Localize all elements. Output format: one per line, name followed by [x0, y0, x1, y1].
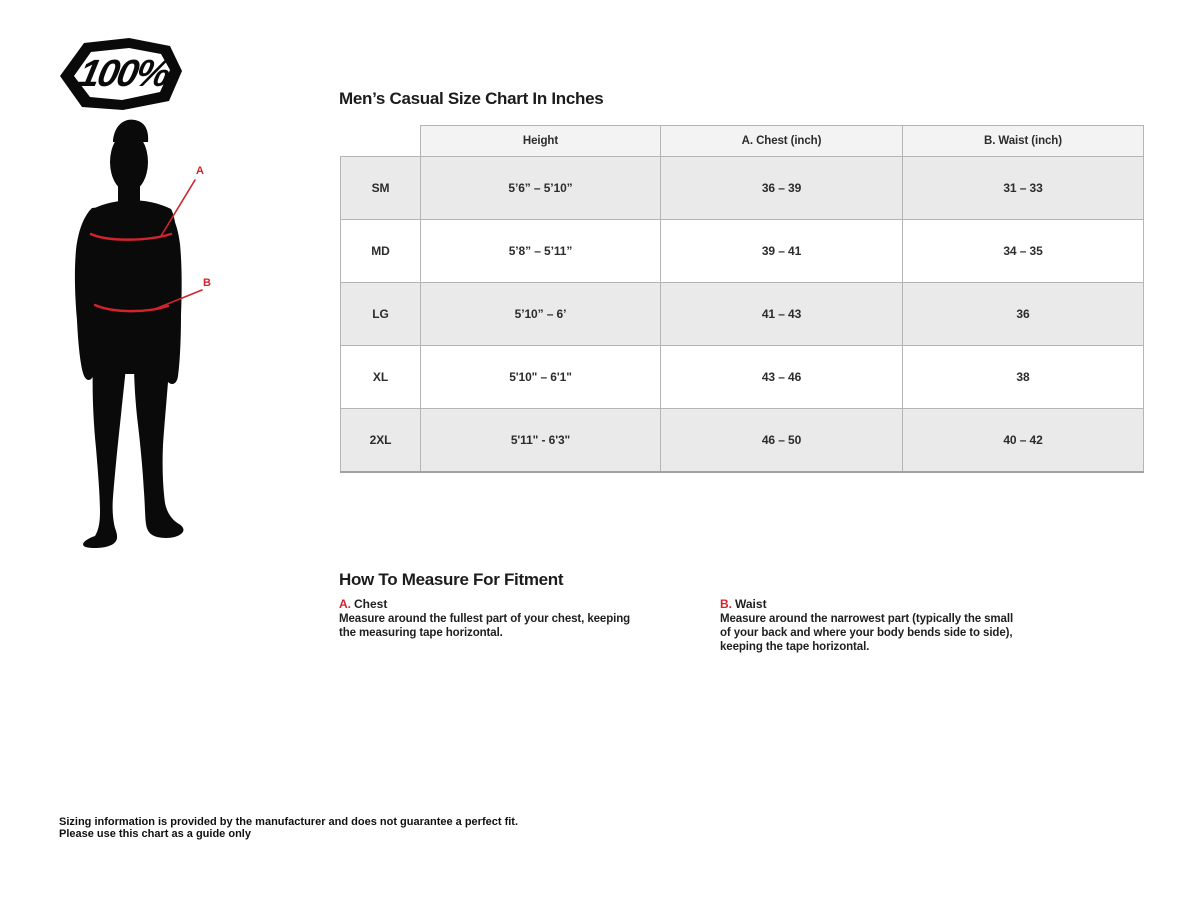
- measure-waist-heading: [720, 597, 1022, 611]
- waist-cell: 31 – 33: [903, 157, 1144, 220]
- how-to-measure-title: How To Measure For Fitment: [339, 570, 564, 589]
- logo-text: 100%: [74, 52, 173, 95]
- measure-chest-name: Chest: [354, 597, 388, 611]
- header-cell-chest: A. Chest (inch): [661, 126, 903, 157]
- disclaimer-line-2: Please use this chart as a guide only: [59, 828, 251, 840]
- header-cell-height: Height: [421, 126, 661, 157]
- table-row-2xl: [341, 409, 1144, 473]
- table-header-row: [341, 126, 1144, 157]
- height-cell: 5’8” – 5’11”: [421, 220, 661, 283]
- chest-label-a: A: [196, 165, 204, 177]
- right-leg-shape: [134, 362, 183, 538]
- table-row-xl: [341, 346, 1144, 409]
- table-row-lg: [341, 283, 1144, 346]
- waist-cell: 40 – 42: [903, 409, 1144, 473]
- waist-label-b: B: [203, 277, 211, 289]
- size-cell: 2XL: [341, 409, 421, 473]
- chest-cell: 36 – 39: [661, 157, 903, 220]
- measure-chest-key: A.: [339, 597, 351, 611]
- measure-chest-heading: [339, 597, 641, 611]
- size-cell: XL: [341, 346, 421, 409]
- chest-cell: 43 – 46: [661, 346, 903, 409]
- size-cell: LG: [341, 283, 421, 346]
- measure-waist-key: B.: [720, 597, 732, 611]
- size-cell: MD: [341, 220, 421, 283]
- hexagon-badge-icon: [60, 36, 182, 110]
- waist-cell: 38: [903, 346, 1144, 409]
- header-cell-blank: [341, 126, 421, 157]
- chest-cell: 39 – 41: [661, 220, 903, 283]
- waist-cell: 36: [903, 283, 1144, 346]
- height-cell: 5'10" – 6'1": [421, 346, 661, 409]
- table-row-sm: [341, 157, 1144, 220]
- height-cell: 5’6” – 5’10”: [421, 157, 661, 220]
- measure-chest-description: Measure around the fullest part of your chest, keeping the measuring tape horizontal.: [339, 613, 631, 639]
- size-chart-title: Men’s Casual Size Chart In Inches: [339, 89, 604, 108]
- size-chart-table: [340, 125, 1144, 473]
- measure-waist-name: Waist: [735, 597, 767, 611]
- left-leg-shape: [83, 362, 126, 548]
- height-cell: 5’10” – 6’: [421, 283, 661, 346]
- brand-logo: [60, 36, 182, 110]
- table-row-md: [341, 220, 1144, 283]
- chest-cell: 41 – 43: [661, 283, 903, 346]
- measure-waist-description: Measure around the narrowest part (typically the small of your back and where your body bends side to side), keeping the tape horizontal.: [720, 613, 1014, 653]
- height-cell: 5'11" - 6'3": [421, 409, 661, 473]
- size-cell: SM: [341, 157, 421, 220]
- sizing-disclaimer: [59, 816, 518, 840]
- measure-chest-block: [339, 597, 641, 640]
- header-cell-waist: B. Waist (inch): [903, 126, 1144, 157]
- measure-waist-block: [720, 597, 1022, 654]
- waist-cell: 34 – 35: [903, 220, 1144, 283]
- chest-cell: 46 – 50: [661, 409, 903, 473]
- body-silhouette-figure: [55, 110, 235, 560]
- disclaimer-line-1: Sizing information is provided by the manufacturer and does not guarantee a perfect fit.: [59, 816, 519, 828]
- man-silhouette-icon: [55, 110, 235, 560]
